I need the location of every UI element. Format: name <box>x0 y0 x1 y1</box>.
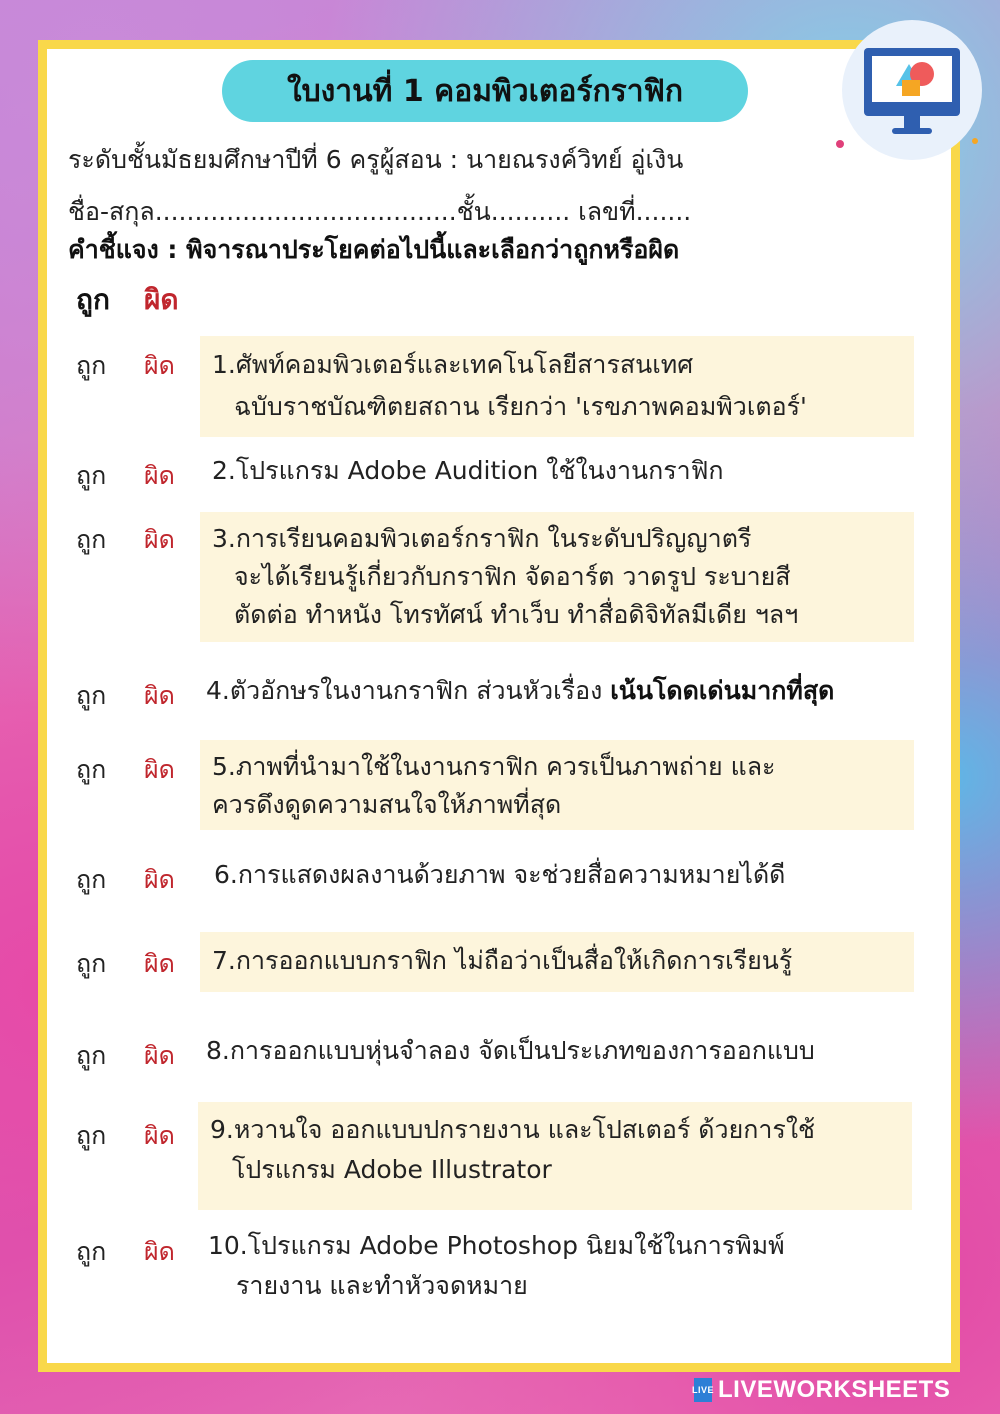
q7-statement <box>200 932 914 992</box>
liveworksheets-mark-icon: LIVE <box>694 1378 712 1402</box>
q5-line-1: 5.ภาพที่นำมาใช้ในงานกราฟิก ควรเป็นภาพถ่าย และ <box>212 752 776 781</box>
q9-true-option[interactable]: ถูก <box>76 1121 107 1150</box>
q3-statement <box>200 512 914 642</box>
q1-line-2: ฉบับราชบัณฑิตยสถาน เรียกว่า 'เรขภาพคอมพิวเตอร์' <box>234 392 807 421</box>
q5-line-2: ควรดึงดูดความสนใจให้ภาพที่สุด <box>212 790 562 819</box>
q10-statement <box>208 1226 785 1306</box>
q4-true-option[interactable]: ถูก <box>76 681 107 710</box>
q6-false-option[interactable]: ผิด <box>144 865 175 894</box>
q5-true-option[interactable]: ถูก <box>76 755 107 784</box>
q3-false-option[interactable]: ผิด <box>144 525 175 554</box>
name-class-number-line: ชื่อ-สกุล......................................ชั้น.......... เลขที่....... <box>68 197 692 226</box>
instruction-line: คำชี้แจง : พิจารณาประโยคต่อไปนี้และเลือกว่าถูกหรือผิด <box>68 235 680 264</box>
q8-true-option[interactable]: ถูก <box>76 1041 107 1070</box>
q1-line-1: 1.ศัพท์คอมพิวเตอร์และเทคโนโลยีสารสนเทศ <box>212 350 694 379</box>
q7-true-option[interactable]: ถูก <box>76 949 107 978</box>
q9-false-option[interactable]: ผิด <box>144 1121 175 1150</box>
q6-true-option[interactable]: ถูก <box>76 865 107 894</box>
q1-true-option[interactable]: ถูก <box>76 351 107 380</box>
q3-line-1: 3.การเรียนคอมพิวเตอร์กราฟิก ในระดับปริญญาตรี <box>212 524 752 553</box>
q3-true-option[interactable]: ถูก <box>76 525 107 554</box>
q6-statement: 6.การแสดงผลงานด้วยภาพ จะช่วยสื่อความหมายได้ดี <box>214 860 786 889</box>
q2-true-option[interactable]: ถูก <box>76 461 107 490</box>
q9-line-2: โปรแกรม Adobe Illustrator <box>232 1155 552 1184</box>
q4-false-option[interactable]: ผิด <box>144 681 175 710</box>
liveworksheets-logo[interactable] <box>694 1374 950 1406</box>
decor-dot <box>836 140 844 148</box>
level-teacher-line: ระดับชั้นมัธยมศึกษาปีที่ 6 ครูผู้สอน : นายณรงค์วิทย์ อู่เงิน <box>68 145 684 174</box>
q9-statement <box>198 1102 912 1210</box>
q7-false-option[interactable]: ผิด <box>144 949 175 978</box>
q2-statement: 2.โปรแกรม Adobe Audition ใช้ในงานกราฟิก <box>212 456 724 485</box>
q10-line-2: รายงาน และทำหัวจดหมาย <box>236 1271 528 1300</box>
q10-true-option[interactable]: ถูก <box>76 1237 107 1266</box>
q1-false-option[interactable]: ผิด <box>144 351 175 380</box>
worksheet-title: ใบงานที่ 1 คอมพิวเตอร์กราฟิก <box>222 60 748 122</box>
q4-line-1: 4.ตัวอักษรในงานกราฟิก ส่วนหัวเรื่อง <box>206 676 611 705</box>
q5-statement <box>200 740 914 830</box>
q1-statement <box>200 336 914 437</box>
q10-false-option[interactable]: ผิด <box>144 1237 175 1266</box>
header-false-label: ผิด <box>144 283 179 316</box>
q9-line-1: 9.หวานใจ ออกแบบปกรายงาน และโปสเตอร์ ด้วยการใช้ <box>210 1115 816 1144</box>
q4-statement <box>206 670 834 712</box>
q4-emphasis: เน้นโดดเด่นมากที่สุด <box>610 676 835 705</box>
q8-statement: 8.การออกแบบหุ่นจำลอง จัดเป็นประเภทของการออกแบบ <box>206 1036 815 1065</box>
q3-line-2: จะได้เรียนรู้เกี่ยวกับกราฟิก จัดอาร์ต วาดรูป ระบายสี <box>234 562 791 591</box>
q2-false-option[interactable]: ผิด <box>144 461 175 490</box>
q5-false-option[interactable]: ผิด <box>144 755 175 784</box>
decor-dot <box>972 138 978 144</box>
computer-graphics-monitor-icon <box>842 20 982 160</box>
liveworksheets-logo-text: LIVEWORKSHEETS <box>718 1376 951 1403</box>
q7-line-1: 7.การออกแบบกราฟิก ไม่ถือว่าเป็นสื่อให้เกิดการเรียนรู้ <box>212 946 793 975</box>
header-true-label: ถูก <box>76 283 110 316</box>
q8-false-option[interactable]: ผิด <box>144 1041 175 1070</box>
q3-line-3: ตัดต่อ ทำหนัง โทรทัศน์ ทำเว็บ ทำสื่อดิจิทัลมีเดีย ฯลฯ <box>234 600 799 629</box>
q10-line-1: 10.โปรแกรม Adobe Photoshop นิยมใช้ในการพิมพ์ <box>208 1231 785 1260</box>
